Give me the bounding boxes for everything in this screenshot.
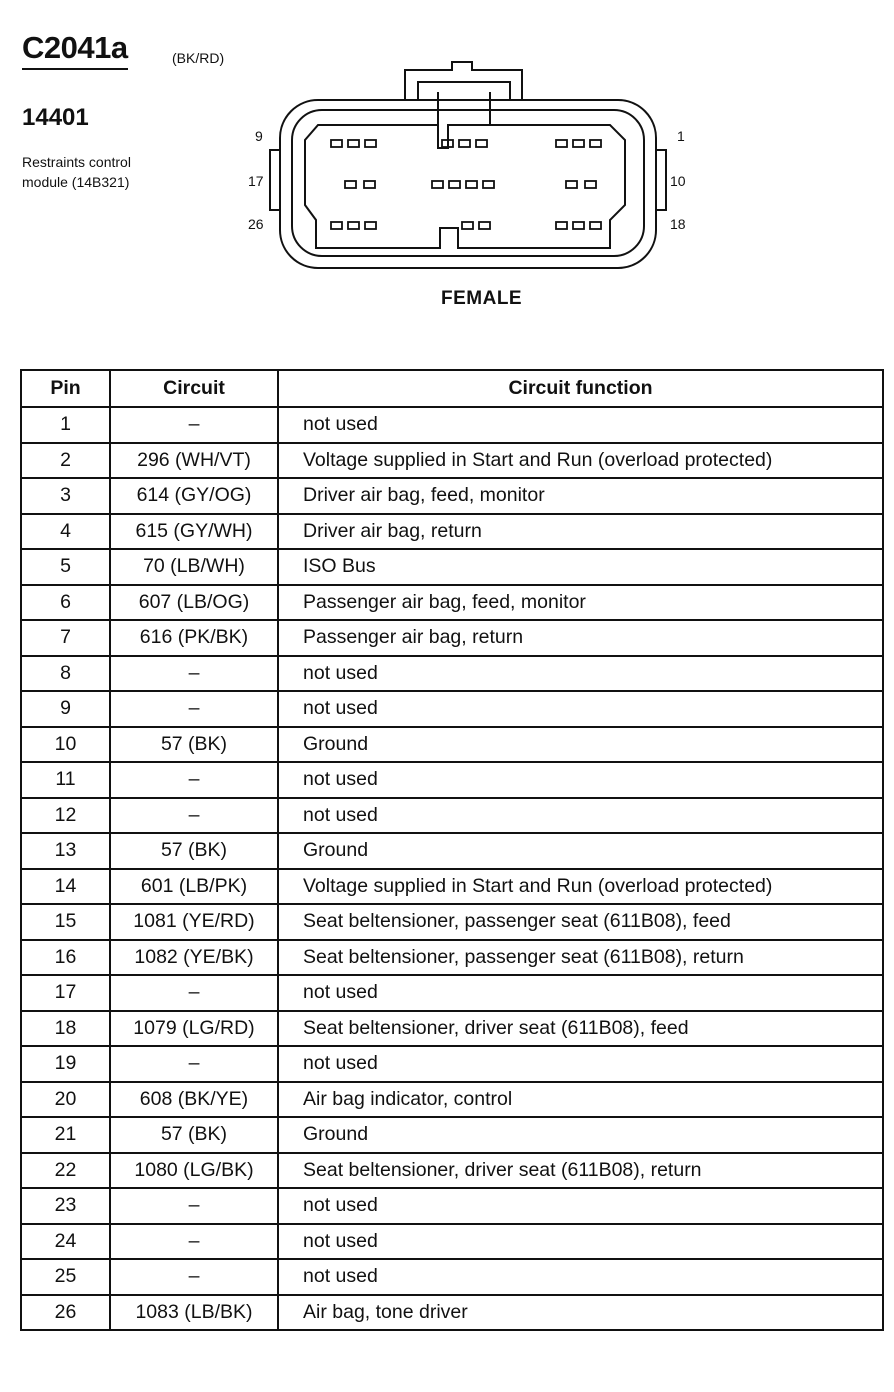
table-row <box>21 549 883 585</box>
pin-label-10: 10 <box>670 173 686 189</box>
circuit-cell: 296 (WH/VT) <box>110 443 278 479</box>
circuit-cell: 614 (GY/OG) <box>110 478 278 514</box>
header-pin: Pin <box>21 370 110 407</box>
pin-number-cell: 18 <box>21 1011 110 1047</box>
connector-id: C2041a <box>22 30 128 70</box>
circuit-cell: 1080 (LG/BK) <box>110 1153 278 1189</box>
table-row <box>21 656 883 692</box>
circuit-function-cell: Voltage supplied in Start and Run (overload protected) <box>278 443 883 479</box>
header-function: Circuit function <box>278 370 883 407</box>
circuit-cell: – <box>110 1259 278 1295</box>
pin-number-cell: 19 <box>21 1046 110 1082</box>
pin-label-9: 9 <box>255 128 263 144</box>
pin-number-cell: 17 <box>21 975 110 1011</box>
connector-face-diagram <box>230 55 670 275</box>
circuit-cell: – <box>110 407 278 443</box>
pin-number-cell: 9 <box>21 691 110 727</box>
table-row <box>21 798 883 834</box>
pin-number-cell: 8 <box>21 656 110 692</box>
circuit-cell: – <box>110 1224 278 1260</box>
pin-number-cell: 1 <box>21 407 110 443</box>
module-description <box>22 152 192 192</box>
circuit-cell: – <box>110 691 278 727</box>
module-description-line2: module (14B321) <box>22 174 130 190</box>
pin-number-cell: 22 <box>21 1153 110 1189</box>
table-row <box>21 1046 883 1082</box>
circuit-function-cell: Seat beltensioner, driver seat (611B08), return <box>278 1153 883 1189</box>
circuit-function-cell: Seat beltensioner, passenger seat (611B08), feed <box>278 904 883 940</box>
circuit-cell: 616 (PK/BK) <box>110 620 278 656</box>
pin-number-cell: 10 <box>21 727 110 763</box>
table-row <box>21 1082 883 1118</box>
circuit-function-cell: not used <box>278 1188 883 1224</box>
table-row <box>21 1259 883 1295</box>
table-row <box>21 904 883 940</box>
circuit-cell: 70 (LB/WH) <box>110 549 278 585</box>
pin-number-cell: 14 <box>21 869 110 905</box>
circuit-function-cell: Passenger air bag, feed, monitor <box>278 585 883 621</box>
circuit-function-cell: ISO Bus <box>278 549 883 585</box>
circuit-cell: 615 (GY/WH) <box>110 514 278 550</box>
pin-number-cell: 4 <box>21 514 110 550</box>
circuit-function-cell: Driver air bag, return <box>278 514 883 550</box>
pin-number-cell: 7 <box>21 620 110 656</box>
circuit-cell: 57 (BK) <box>110 833 278 869</box>
circuit-function-cell: Driver air bag, feed, monitor <box>278 478 883 514</box>
circuit-cell: 57 (BK) <box>110 727 278 763</box>
connector-latch-inner <box>418 82 510 100</box>
table-row <box>21 762 883 798</box>
table-row <box>21 443 883 479</box>
circuit-function-cell: Air bag indicator, control <box>278 1082 883 1118</box>
circuit-function-cell: not used <box>278 656 883 692</box>
pin-number-cell: 16 <box>21 940 110 976</box>
header-circuit: Circuit <box>110 370 278 407</box>
circuit-cell: – <box>110 762 278 798</box>
table-row <box>21 691 883 727</box>
pin-number-cell: 2 <box>21 443 110 479</box>
pin-label-1: 1 <box>677 128 685 144</box>
pin-label-18: 18 <box>670 216 686 232</box>
circuit-function-cell: not used <box>278 798 883 834</box>
circuit-cell: 608 (BK/YE) <box>110 1082 278 1118</box>
circuit-cell: – <box>110 1046 278 1082</box>
connector-color: (BK/RD) <box>172 50 225 66</box>
terminal-row-2 <box>345 181 596 188</box>
table-row <box>21 1153 883 1189</box>
circuit-function-cell: not used <box>278 1046 883 1082</box>
pin-number-cell: 24 <box>21 1224 110 1260</box>
table-row <box>21 727 883 763</box>
pin-number-cell: 25 <box>21 1259 110 1295</box>
pin-number-cell: 26 <box>21 1295 110 1331</box>
pin-number-cell: 20 <box>21 1082 110 1118</box>
circuit-cell: 601 (LB/PK) <box>110 869 278 905</box>
circuit-function-cell: Ground <box>278 833 883 869</box>
circuit-cell: 1079 (LG/RD) <box>110 1011 278 1047</box>
circuit-cell: 1082 (YE/BK) <box>110 940 278 976</box>
pin-number-cell: 6 <box>21 585 110 621</box>
table-header-row <box>21 370 883 407</box>
table-row <box>21 1188 883 1224</box>
circuit-function-cell: Air bag, tone driver <box>278 1295 883 1331</box>
circuit-function-cell: not used <box>278 407 883 443</box>
table-row <box>21 1295 883 1331</box>
pinout-table <box>20 369 884 1331</box>
table-row <box>21 833 883 869</box>
pin-label-17: 17 <box>248 173 264 189</box>
circuit-function-cell: not used <box>278 762 883 798</box>
terminal-row-1 <box>331 140 601 147</box>
table-row <box>21 940 883 976</box>
table-row <box>21 585 883 621</box>
pin-number-cell: 3 <box>21 478 110 514</box>
circuit-cell: 1081 (YE/RD) <box>110 904 278 940</box>
circuit-cell: – <box>110 798 278 834</box>
circuit-function-cell: Seat beltensioner, driver seat (611B08), feed <box>278 1011 883 1047</box>
circuit-function-cell: not used <box>278 1224 883 1260</box>
pin-number-cell: 13 <box>21 833 110 869</box>
part-number: 14401 <box>22 104 89 131</box>
table-row <box>21 1011 883 1047</box>
pin-number-cell: 15 <box>21 904 110 940</box>
circuit-function-cell: not used <box>278 691 883 727</box>
circuit-function-cell: not used <box>278 975 883 1011</box>
pin-number-cell: 23 <box>21 1188 110 1224</box>
module-description-line1: Restraints control <box>22 154 131 170</box>
pinout-table-body <box>21 407 883 1330</box>
table-row <box>21 478 883 514</box>
circuit-cell: 607 (LB/OG) <box>110 585 278 621</box>
circuit-cell: 57 (BK) <box>110 1117 278 1153</box>
circuit-cell: – <box>110 975 278 1011</box>
circuit-function-cell: Ground <box>278 1117 883 1153</box>
pin-number-cell: 12 <box>21 798 110 834</box>
table-row <box>21 1117 883 1153</box>
table-row <box>21 1224 883 1260</box>
table-row <box>21 869 883 905</box>
pin-number-cell: 5 <box>21 549 110 585</box>
circuit-function-cell: not used <box>278 1259 883 1295</box>
terminal-row-3 <box>331 222 601 229</box>
circuit-function-cell: Passenger air bag, return <box>278 620 883 656</box>
pin-number-cell: 21 <box>21 1117 110 1153</box>
circuit-function-cell: Seat beltensioner, passenger seat (611B08), return <box>278 940 883 976</box>
table-row <box>21 620 883 656</box>
circuit-cell: – <box>110 656 278 692</box>
pin-label-26: 26 <box>248 216 264 232</box>
connector-gender: FEMALE <box>441 288 523 309</box>
circuit-cell: – <box>110 1188 278 1224</box>
circuit-function-cell: Voltage supplied in Start and Run (overload protected) <box>278 869 883 905</box>
table-row <box>21 975 883 1011</box>
table-row <box>21 407 883 443</box>
circuit-function-cell: Ground <box>278 727 883 763</box>
pin-number-cell: 11 <box>21 762 110 798</box>
table-row <box>21 514 883 550</box>
circuit-cell: 1083 (LB/BK) <box>110 1295 278 1331</box>
